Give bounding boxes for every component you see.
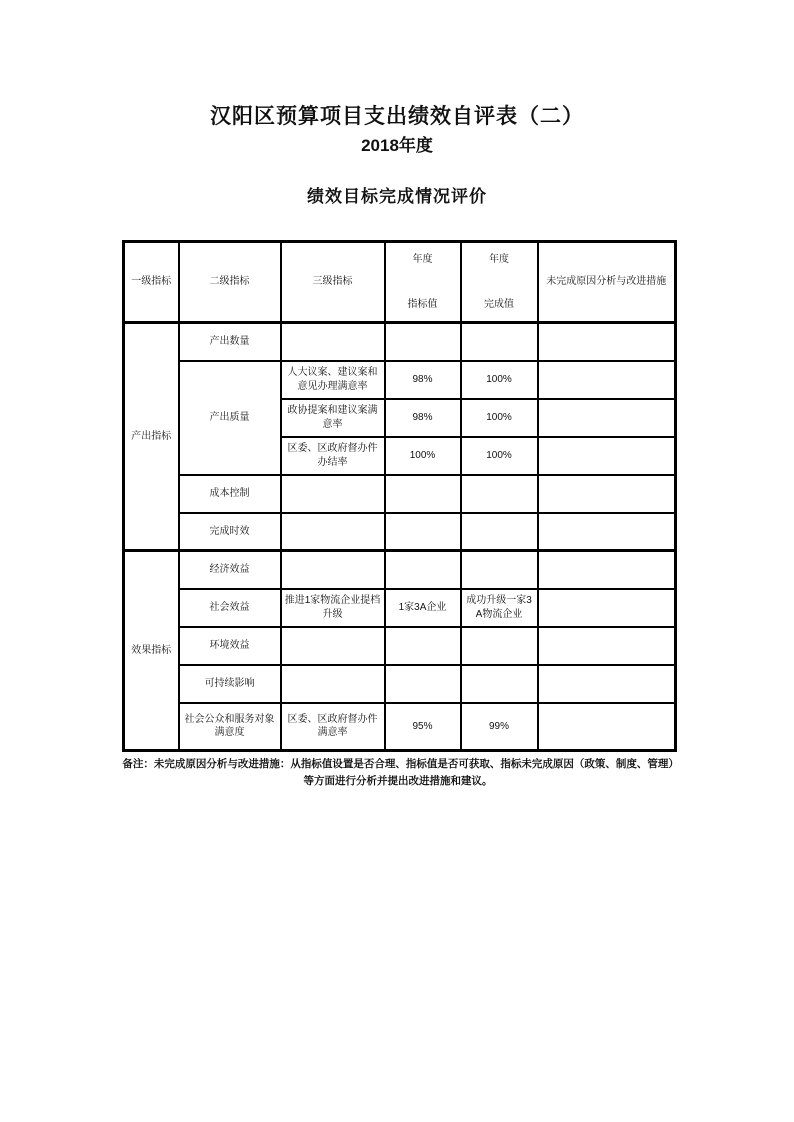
cell-actual <box>461 665 538 703</box>
cell-level3 <box>281 551 385 589</box>
cell-level3 <box>281 665 385 703</box>
cell-target: 98% <box>385 361 461 399</box>
cell-actual <box>461 551 538 589</box>
cell-actual: 100% <box>461 437 538 475</box>
cell-reason <box>538 323 676 361</box>
header-target-line1: 年度 <box>412 254 433 265</box>
cell-reason <box>538 627 676 665</box>
cell-target: 98% <box>385 399 461 437</box>
header-annual-target <box>385 242 461 323</box>
cell-reason <box>538 513 676 551</box>
footnote: 备注：未完成原因分析与改进措施：从指标值设置是否合理、指标值是否可获取、指标未完成原因（政策、制度、管理）等方面进行分析并提出改进措施和建议。 <box>122 758 674 788</box>
cell-target: 95% <box>385 703 461 751</box>
cell-level2: 环境效益 <box>179 627 281 665</box>
cell-target <box>385 323 461 361</box>
cell-target <box>385 627 461 665</box>
cell-target: 1家3A企业 <box>385 589 461 627</box>
cell-reason <box>538 399 676 437</box>
cell-level3: 推进1家物流企业提档升级 <box>281 589 385 627</box>
header-annual-target-lines <box>389 253 457 311</box>
table-row <box>124 627 676 665</box>
header-level3: 三级指标 <box>281 242 385 323</box>
cell-target <box>385 551 461 589</box>
cell-level2-quality: 产出质量 <box>179 361 281 475</box>
section-title: 绩效目标完成情况评价 <box>307 187 487 206</box>
cell-level3: 区委、区政府督办件满意率 <box>281 703 385 751</box>
header-annual-actual-lines <box>465 253 534 311</box>
cell-level3: 区委、区政府督办件办结率 <box>281 437 385 475</box>
cell-level2: 社会公众和服务对象满意度 <box>179 703 281 751</box>
cell-reason <box>538 665 676 703</box>
cell-level2: 经济效益 <box>179 551 281 589</box>
header-target-line2: 指标值 <box>407 298 438 310</box>
cell-actual <box>461 627 538 665</box>
cell-level2: 产出数量 <box>179 323 281 361</box>
cell-level3 <box>281 475 385 513</box>
cell-reason <box>538 361 676 399</box>
cell-level2: 完成时效 <box>179 513 281 551</box>
cell-level2: 成本控制 <box>179 475 281 513</box>
header-level2: 二级指标 <box>179 242 281 323</box>
table-row <box>124 361 676 399</box>
cell-level2: 社会效益 <box>179 589 281 627</box>
cell-actual <box>461 475 538 513</box>
cell-reason <box>538 703 676 751</box>
cell-level3 <box>281 513 385 551</box>
table-header-row <box>124 242 676 323</box>
cell-target <box>385 475 461 513</box>
header-actual-line2: 完成值 <box>484 298 514 310</box>
table-row <box>124 589 676 627</box>
cell-level2: 可持续影响 <box>179 665 281 703</box>
cell-actual: 100% <box>461 399 538 437</box>
header-level1: 一级指标 <box>124 242 179 323</box>
cell-level1-output: 产出指标 <box>124 323 179 551</box>
header-reason: 未完成原因分析与改进措施 <box>538 242 676 323</box>
header-annual-actual <box>461 242 538 323</box>
table-row <box>124 551 676 589</box>
header-actual-line1: 年度 <box>489 254 509 265</box>
table-row <box>124 323 676 361</box>
cell-actual: 成功升级一家3A物流企业 <box>461 589 538 627</box>
cell-level3: 人大议案、建议案和意见办理满意率 <box>281 361 385 399</box>
table-row <box>124 513 676 551</box>
cell-target: 100% <box>385 437 461 475</box>
cell-reason <box>538 437 676 475</box>
table-row <box>124 475 676 513</box>
cell-level3 <box>281 627 385 665</box>
document-title: 汉阳区预算项目支出绩效自评表（二） <box>210 105 584 128</box>
cell-level3: 政协提案和建议案满意率 <box>281 399 385 437</box>
cell-actual <box>461 513 538 551</box>
cell-level1-effect: 效果指标 <box>124 551 179 751</box>
performance-table <box>122 240 677 752</box>
cell-reason <box>538 589 676 627</box>
table-row <box>124 703 676 751</box>
cell-actual: 100% <box>461 361 538 399</box>
cell-target <box>385 513 461 551</box>
cell-actual <box>461 323 538 361</box>
cell-target <box>385 665 461 703</box>
table-row <box>124 665 676 703</box>
cell-reason <box>538 475 676 513</box>
cell-reason <box>538 551 676 589</box>
document-year: 2018年度 <box>361 136 433 155</box>
cell-level3 <box>281 323 385 361</box>
cell-actual: 99% <box>461 703 538 751</box>
